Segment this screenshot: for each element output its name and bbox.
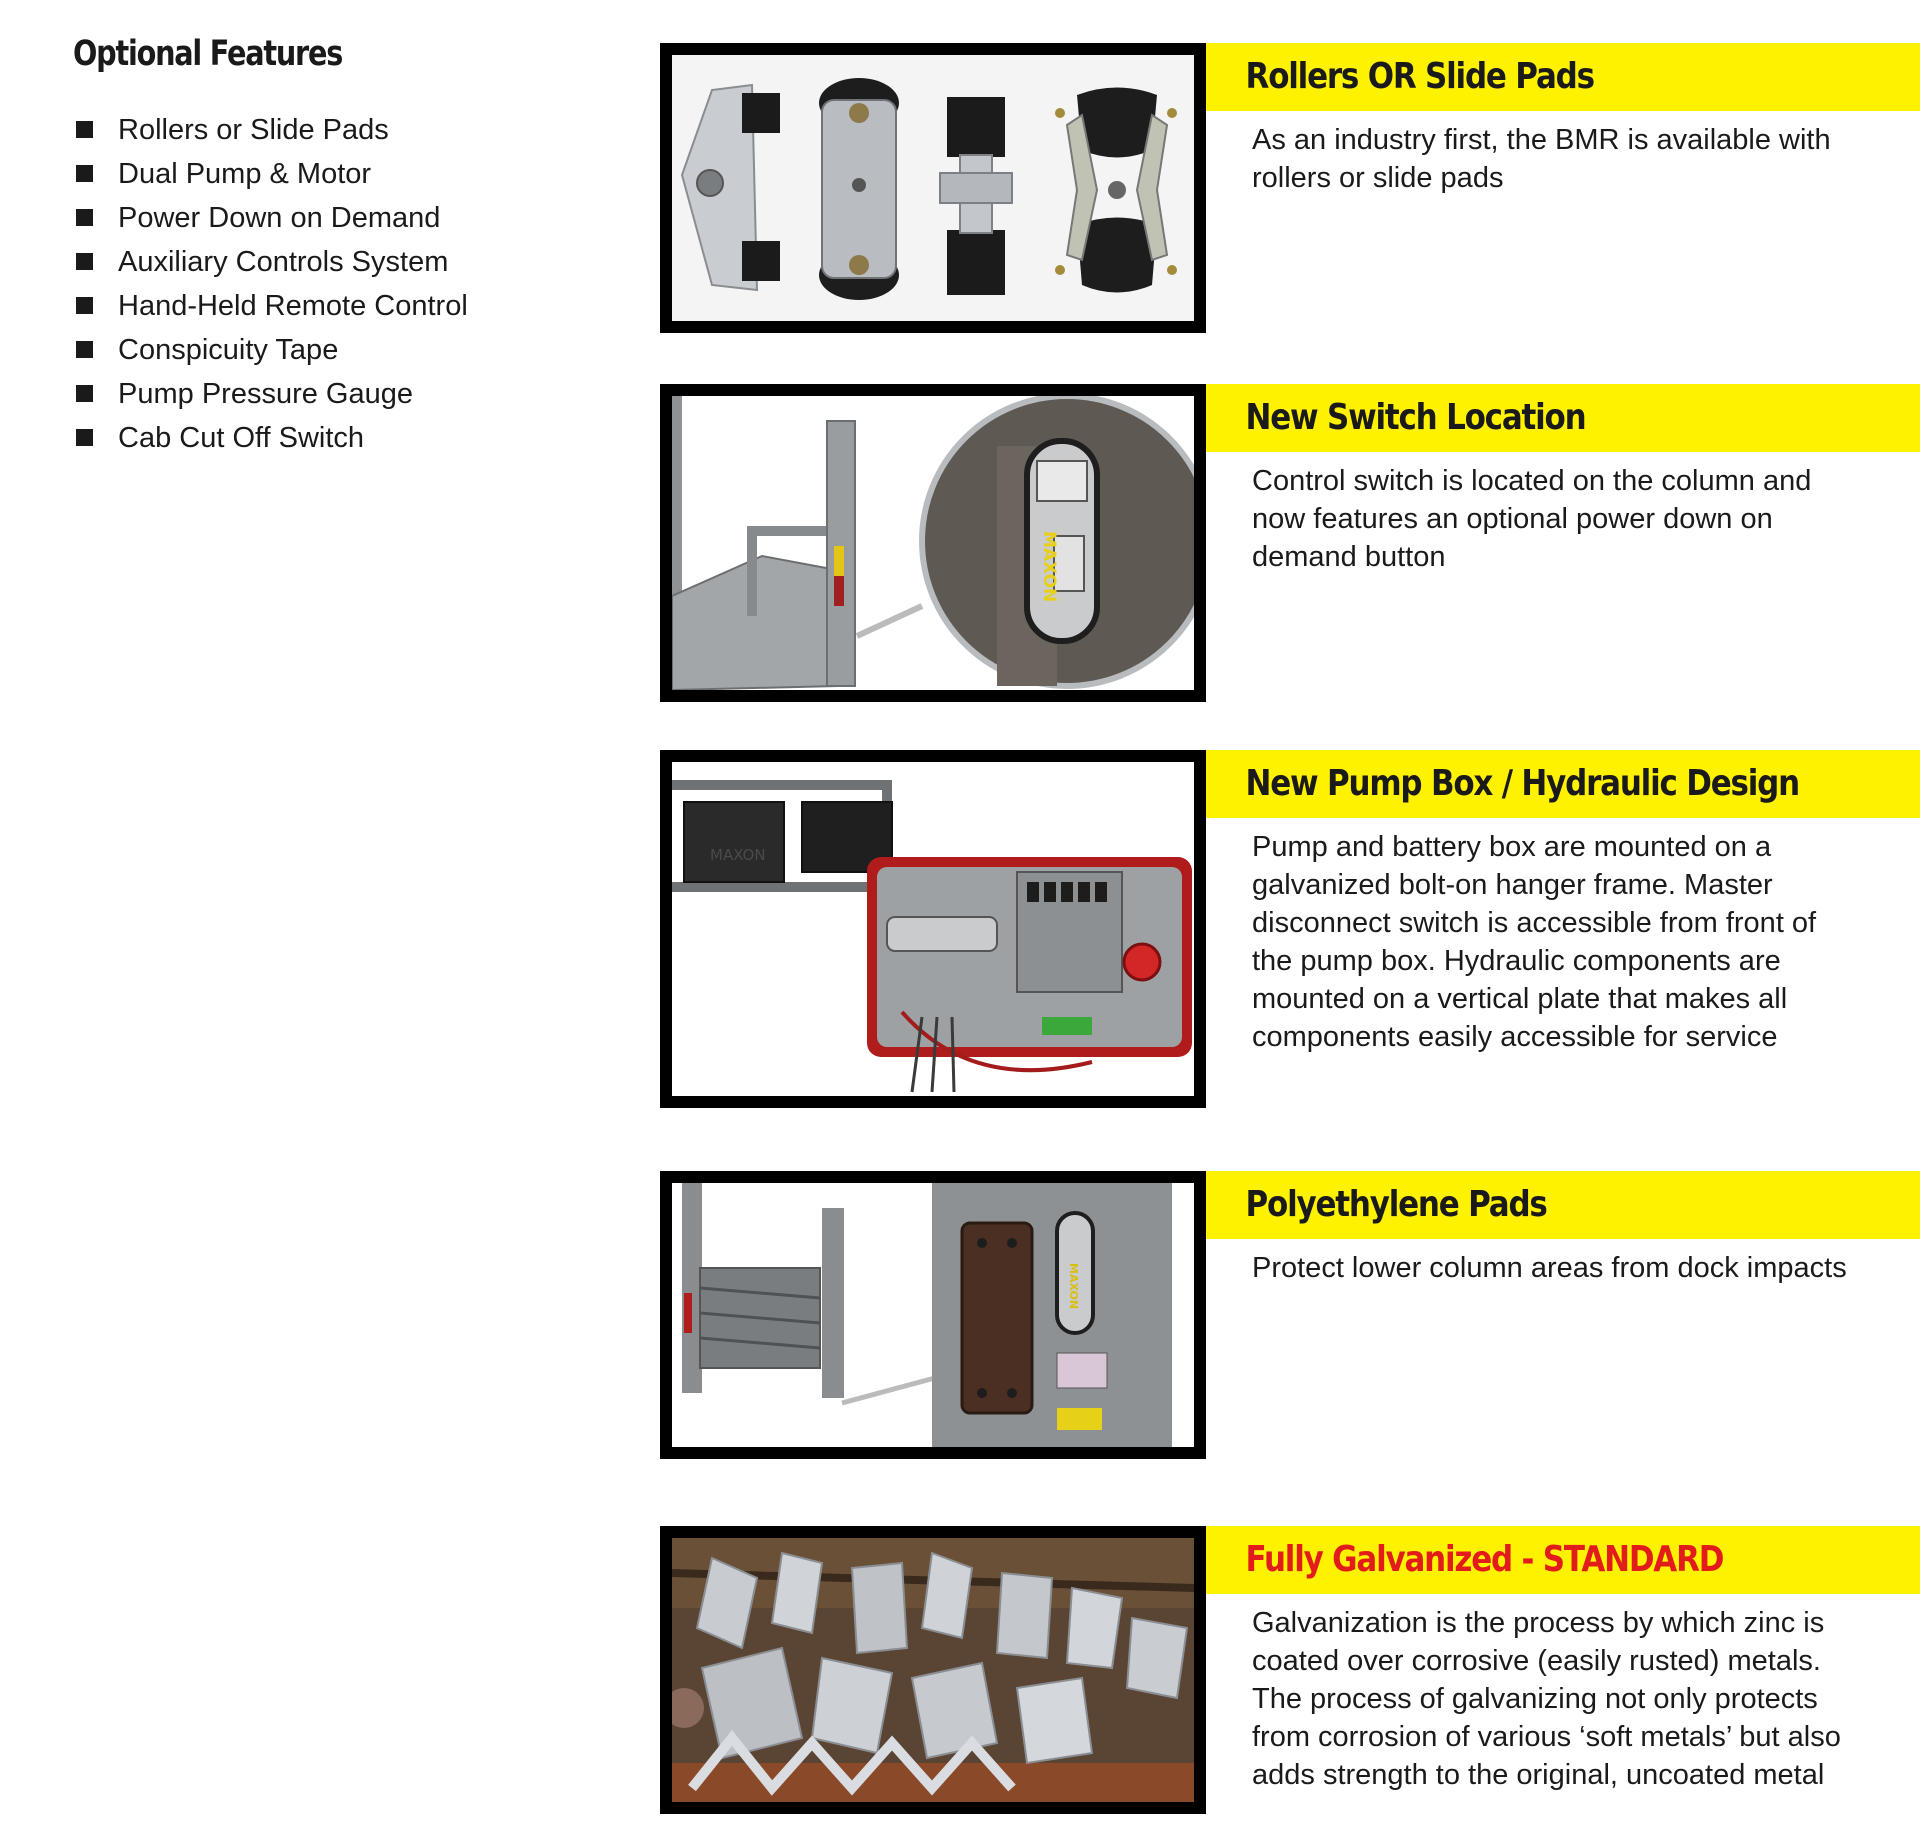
feature-title: New Pump Box / Hydraulic Design xyxy=(1245,763,1799,804)
list-item: Pump Pressure Gauge xyxy=(76,372,468,416)
square-bullet-icon xyxy=(76,341,93,358)
rollers-slide-pads-photo xyxy=(660,43,1206,333)
square-bullet-icon xyxy=(76,209,93,226)
feature-title-banner xyxy=(1206,43,1920,111)
galvanized-parts-image xyxy=(672,1538,1194,1802)
list-item: Hand-Held Remote Control xyxy=(76,284,468,328)
feature-title-banner xyxy=(1206,1171,1920,1239)
galvanized-photo xyxy=(660,1526,1206,1814)
optional-features-list xyxy=(76,108,468,460)
feature-title-banner xyxy=(1206,1526,1920,1594)
switch-brand-label: MAXON xyxy=(1039,531,1059,603)
feature-new-switch-location xyxy=(660,384,1920,702)
feature-description: Galvanization is the process by which zinc is coated over corrosive (easily rusted) metals. The process of galvanizing not only protects from corrosion of various ‘soft metals’ but also adds strength to the original, uncoated metal xyxy=(1252,1607,1841,1791)
feature-title: Fully Galvanized - STANDARD xyxy=(1245,1539,1724,1580)
square-bullet-icon xyxy=(76,121,93,138)
feature-description: As an industry first, the BMR is available with rollers or slide pads xyxy=(1252,124,1831,194)
square-bullet-icon xyxy=(76,297,93,314)
pump-box-image xyxy=(672,762,1194,1096)
polyethylene-pads-image xyxy=(672,1183,1194,1447)
switch-location-photo xyxy=(660,384,1206,702)
square-bullet-icon xyxy=(76,385,93,402)
pump-box-photo xyxy=(660,750,1206,1108)
list-item: Power Down on Demand xyxy=(76,196,468,240)
list-item: Cab Cut Off Switch xyxy=(76,416,468,460)
feature-title: New Switch Location xyxy=(1245,397,1586,438)
list-item: Rollers or Slide Pads xyxy=(76,108,468,152)
feature-title: Rollers OR Slide Pads xyxy=(1245,56,1594,97)
list-item: Dual Pump & Motor xyxy=(76,152,468,196)
feature-new-pump-box xyxy=(660,750,1920,1108)
feature-title-banner xyxy=(1206,384,1920,452)
feature-description: Protect lower column areas from dock impacts xyxy=(1252,1252,1847,1284)
switch-location-image xyxy=(672,396,1194,690)
pump-box-brand-label: MAXON xyxy=(710,846,766,864)
square-bullet-icon xyxy=(76,253,93,270)
square-bullet-icon xyxy=(76,429,93,446)
feature-title: Polyethylene Pads xyxy=(1245,1184,1547,1225)
feature-description: Pump and battery box are mounted on a galvanized bolt-on hanger frame. Master disconnect switch is accessible from front of the pump box. Hydraulic components are mounted on a vertical plate that makes all components easily accessible for service xyxy=(1252,831,1817,1053)
feature-description: Control switch is located on the column and now features an optional power down on demand button xyxy=(1252,465,1812,573)
list-item: Conspicuity Tape xyxy=(76,328,468,372)
feature-polyethylene-pads xyxy=(660,1171,1920,1459)
column-brand-label: MAXON xyxy=(1067,1263,1080,1310)
optional-features-title: Optional Features xyxy=(73,34,343,74)
square-bullet-icon xyxy=(76,165,93,182)
feature-fully-galvanized xyxy=(660,1526,1920,1814)
polyethylene-pads-photo xyxy=(660,1171,1206,1459)
feature-title-banner xyxy=(1206,750,1920,818)
feature-rollers-slide-pads xyxy=(660,43,1920,333)
list-item: Auxiliary Controls System xyxy=(76,240,468,284)
rollers-slide-pads-image xyxy=(672,55,1194,321)
